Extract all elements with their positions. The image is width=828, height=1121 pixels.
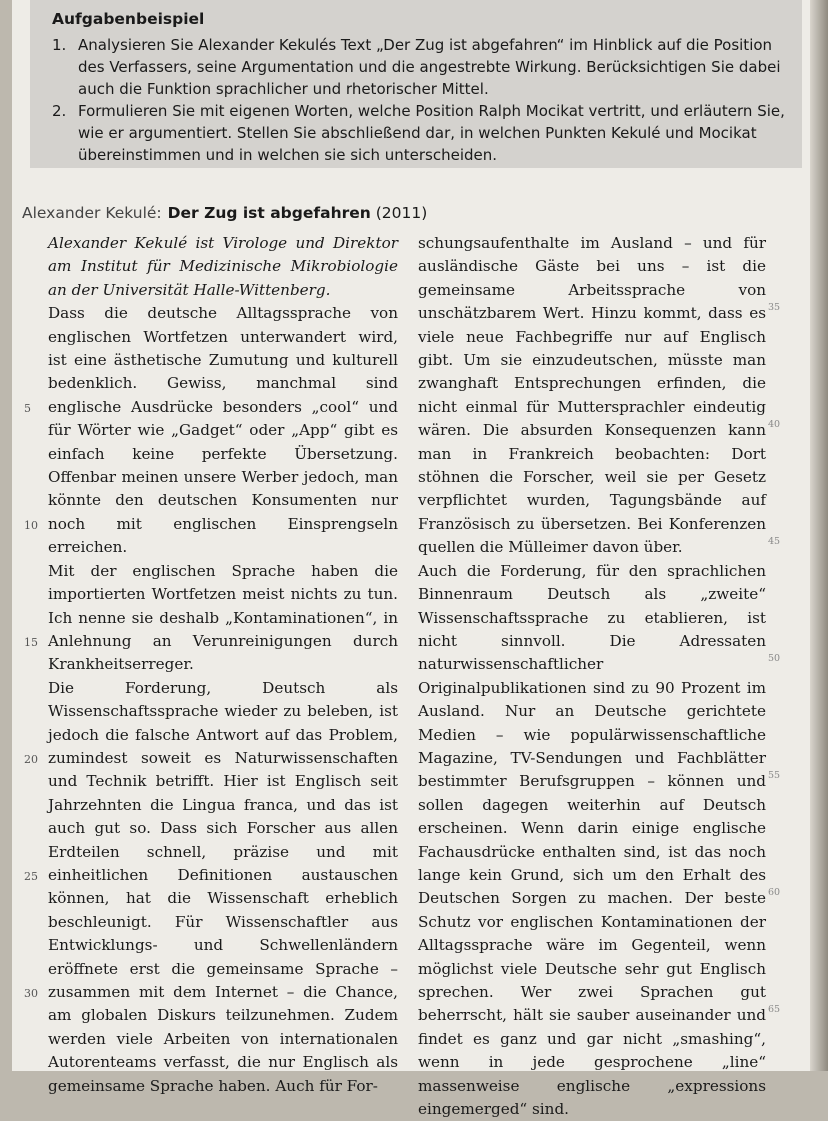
- article-heading: [22, 204, 427, 222]
- article-column-right: [418, 232, 766, 1121]
- article-paragraph: schungsaufenthalte im Ausland – und für ausländische Gäste bei uns – ist die gemeinsame Arbeitssprache von unschätzbarem Wert. Hinzu kommt, dass es viele neue Fachbegriffe nur auf Englisch gibt. Um sie einzudeutschen, müsste man zwanghaft Entsprechungen erfinden, die nicht einmal für Muttersprachler eindeutig wären. Die absurden Konsequenzen kann man in Frankreich beobachten: Dort stöhnen die Forscher, weil sie per Gesetz verpflichtet wurden, Tagungsbände auf Französisch zu übersetzen. Bei Konferenzen quellen die Mülleimer davon über.: [418, 234, 766, 557]
- task-text: Analysieren Sie Alexander Kekulés Text „Der Zug ist abgefahren“ im Hinblick auf die Position des Verfassers, seine Argumentation und die angestrebte Wirkung. Berücksichtigen Sie dabei auch die Funktion sprachlicher und rhetorischer Mittel.: [78, 36, 781, 98]
- line-number: 10: [24, 519, 38, 532]
- article-paragraph: Dass die deutsche Alltagssprache von englischen Wortfetzen unterwandert wird, ist eine ästhetische Zumutung und kulturell bedenklich. Gewiss, manchmal sind englische Ausdrücke besonders „cool“ und für Wörter wie „Gadget“ oder „App“ gibt es einfach keine perfekte Übersetzung. Offenbar meinen unsere Werber jedoch, man könnte den deutschen Konsumenten nur noch mit englischen Einsprengseln erreichen.: [48, 304, 398, 557]
- article-paragraph: Die Forderung, Deutsch als Wissenschaftssprache wieder zu beleben, ist jedoch die falsche Antwort auf das Problem, zumindest soweit es Naturwissenschaften und Technik betrifft. Hier ist Englisch seit Jahrzehnten die Lingua franca, und das ist auch gut so. Dass sich Forscher aus allen Erdteilen schnell, präzise und mit einheitlichen Definitionen austauschen können, hat die Wissenschaft erheblich beschleunigt. Für Wissenschaftler aus Entwicklungs- und Schwellenländern eröffnete erst die gemeinsame Sprache – zusammen mit dem Internet – die Chance, am globalen Diskurs teilzunehmen. Zudem werden viele Arbeiten von internationalen Autorenteams verfasst, die nur Englisch als gemeinsame Sprache haben. Auch für For-: [48, 678, 398, 1095]
- line-number: 15: [24, 636, 38, 649]
- line-number: 60: [768, 887, 781, 898]
- line-number: 30: [24, 987, 38, 1000]
- task-number: 2.: [52, 102, 67, 120]
- article-intro: Alexander Kekulé ist Virologe und Direktor am Institut für Medizinische Mikrobiologie an der Universität Halle-Wittenberg.: [48, 234, 398, 299]
- article-author: Alexander Kekulé:: [22, 204, 162, 222]
- task-box: [30, 0, 802, 168]
- line-number: 40: [768, 419, 781, 430]
- article-column-left: [48, 232, 398, 1098]
- task-heading: Aufgabenbeispiel: [52, 10, 205, 28]
- task-item: [52, 100, 787, 166]
- line-number: 20: [24, 753, 38, 766]
- task-item: [52, 34, 787, 100]
- line-number: 5: [24, 402, 31, 415]
- line-number: 45: [768, 536, 781, 547]
- article-year: (2011): [375, 204, 428, 222]
- line-number: 55: [768, 770, 781, 781]
- article-paragraph: Mit der englischen Sprache haben die importierten Wortfetzen meist nichts zu tun. Ich nenne sie deshalb „Kontaminationen“, in Anlehnung an Verunreinigungen durch Krankheitserreger.: [48, 561, 398, 674]
- book-spine-shadow: [810, 0, 828, 1071]
- line-number: 65: [768, 1004, 781, 1015]
- line-number: 25: [24, 870, 38, 883]
- article-title: Der Zug ist abgefahren: [167, 204, 371, 222]
- article-paragraph: Auch die Forderung, für den sprachlichen Binnenraum Deutsch als „zweite“ Wissenschaftssprache zu etablieren, ist nicht sinnvoll. Die Adressaten naturwissenschaftlicher Originalpublikationen sind zu 90 Prozent im Ausland. Nur an Deutsche gerichtete Medien – wie populärwissenschaftliche Magazine, TV-Sendungen und Fachblätter bestimmter Berufsgruppen – können und sollen dagegen weiterhin auf Deutsch erscheinen. Wenn darin einige englische Fachausdrücke enthalten sind, ist das noch lange kein Grund, sich um den Erhalt des Deutschen Sorgen zu machen. Der beste Schutz vor englischen Kontaminationen der Alltagssprache wäre im Gegenteil, wenn möglichst viele Deutsche sehr gut Englisch sprechen. Wer zwei Sprachen gut beherrscht, hält sie sauber auseinander und findet es ganz und gar nicht „smashing“, wenn in jede gesprochene „line“ massenweise englische „expressions eingemerged“ sind.: [418, 561, 766, 1119]
- task-text: Formulieren Sie mit eigenen Worten, welche Position Ralph Mocikat vertritt, und erläutern Sie, wie er argumentiert. Stellen Sie abschließend dar, in welchen Punkten Kekulé und Mocikat übereinstimmen und in welchen sie sich unterscheiden.: [78, 102, 785, 164]
- line-number: 50: [768, 653, 781, 664]
- task-number: 1.: [52, 36, 67, 54]
- line-number: 35: [768, 302, 781, 313]
